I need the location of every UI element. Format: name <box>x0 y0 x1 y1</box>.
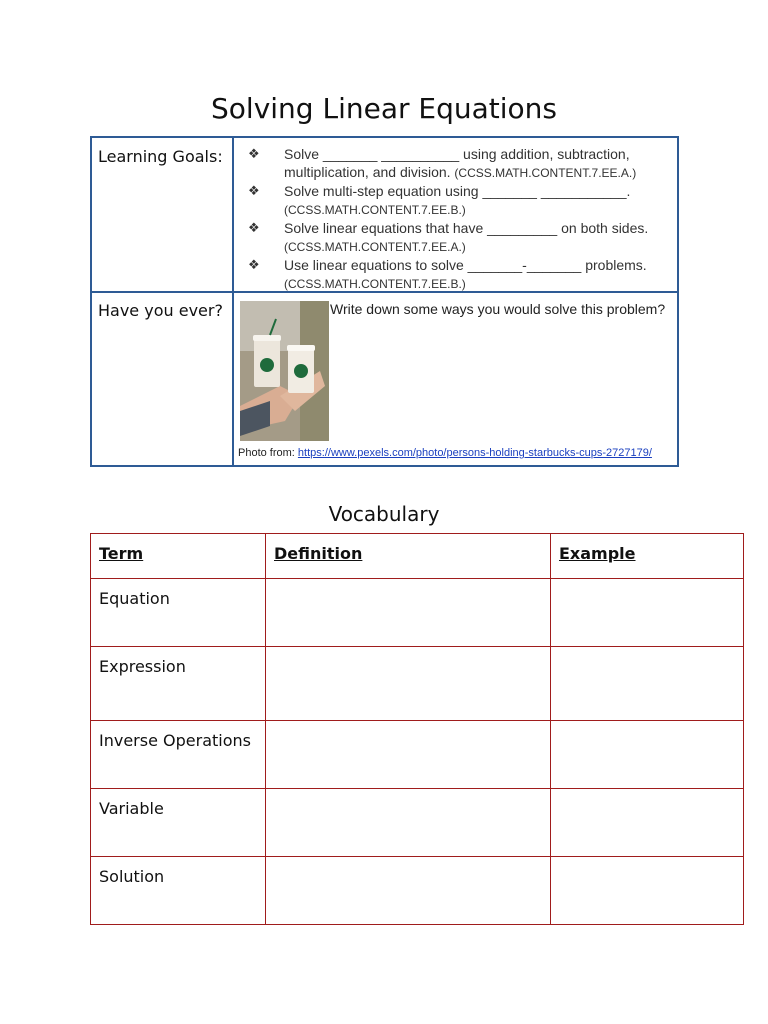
goal-standard: (CCSS.MATH.CONTENT.7.EE.A.) <box>284 240 466 254</box>
example-cell[interactable] <box>551 721 744 789</box>
definition-cell[interactable] <box>266 789 551 857</box>
example-cell[interactable] <box>551 789 744 857</box>
diamond-bullet-icon: ❖ <box>248 146 260 161</box>
goal-text: Solve multi-step equation using _______ ___________. <box>284 183 631 199</box>
term-cell: Variable <box>91 789 266 857</box>
list-item <box>242 256 674 293</box>
definition-header: Definition <box>266 534 551 579</box>
example-cell[interactable] <box>551 579 744 647</box>
starbucks-cups-photo <box>240 301 329 441</box>
example-cell[interactable] <box>551 857 744 925</box>
example-cell[interactable] <box>551 647 744 721</box>
goal-text: Solve linear equations that have _________ on both sides. <box>284 220 649 236</box>
question-text: Write down some ways you would solve this problem? <box>330 301 666 317</box>
goal-list <box>242 145 674 293</box>
vocabulary-title: Vocabulary <box>328 502 440 526</box>
photo-credit-label: Photo from: <box>238 447 295 459</box>
table-row <box>91 721 744 789</box>
photo-credit-link[interactable]: https://www.pexels.com/photo/persons-holding-starbucks-cups-2727179/ <box>297 447 652 459</box>
have-you-ever-label: Have you ever? <box>98 301 223 320</box>
list-item <box>242 145 674 182</box>
goal-standard: (CCSS.MATH.CONTENT.7.EE.A.) <box>454 166 637 180</box>
goal-standard: (CCSS.MATH.CONTENT.7.EE.B.) <box>284 277 466 291</box>
diamond-bullet-icon: ❖ <box>248 220 260 235</box>
photo-credit <box>238 447 652 459</box>
example-header: Example <box>551 534 744 579</box>
table-divider-vertical <box>232 138 234 465</box>
definition-cell[interactable] <box>266 647 551 721</box>
learning-goals-label: Learning Goals: <box>98 147 223 166</box>
table-row <box>91 579 744 647</box>
goal-standard: (CCSS.MATH.CONTENT.7.EE.B.) <box>284 203 466 217</box>
definition-cell[interactable] <box>266 579 551 647</box>
term-cell: Expression <box>91 647 266 721</box>
table-row <box>91 789 744 857</box>
term-cell: Inverse Operations <box>91 721 266 789</box>
diamond-bullet-icon: ❖ <box>248 183 260 198</box>
table-row <box>91 647 744 721</box>
table-row <box>91 857 744 925</box>
page-title: Solving Linear Equations <box>211 92 557 125</box>
goal-text: Solve _______ __________ using addition, subtraction, multiplication, and division. <box>284 146 630 180</box>
diamond-bullet-icon: ❖ <box>248 257 260 272</box>
table-header-row <box>91 534 744 579</box>
vocabulary-table <box>90 533 744 925</box>
list-item <box>242 219 674 256</box>
definition-cell[interactable] <box>266 721 551 789</box>
term-header: Term <box>91 534 266 579</box>
definition-cell[interactable] <box>266 857 551 925</box>
goal-text: Use linear equations to solve _______-_______ problems. <box>284 257 647 273</box>
learning-goals-table <box>90 136 679 467</box>
term-cell: Equation <box>91 579 266 647</box>
list-item <box>242 182 674 219</box>
term-cell: Solution <box>91 857 266 925</box>
